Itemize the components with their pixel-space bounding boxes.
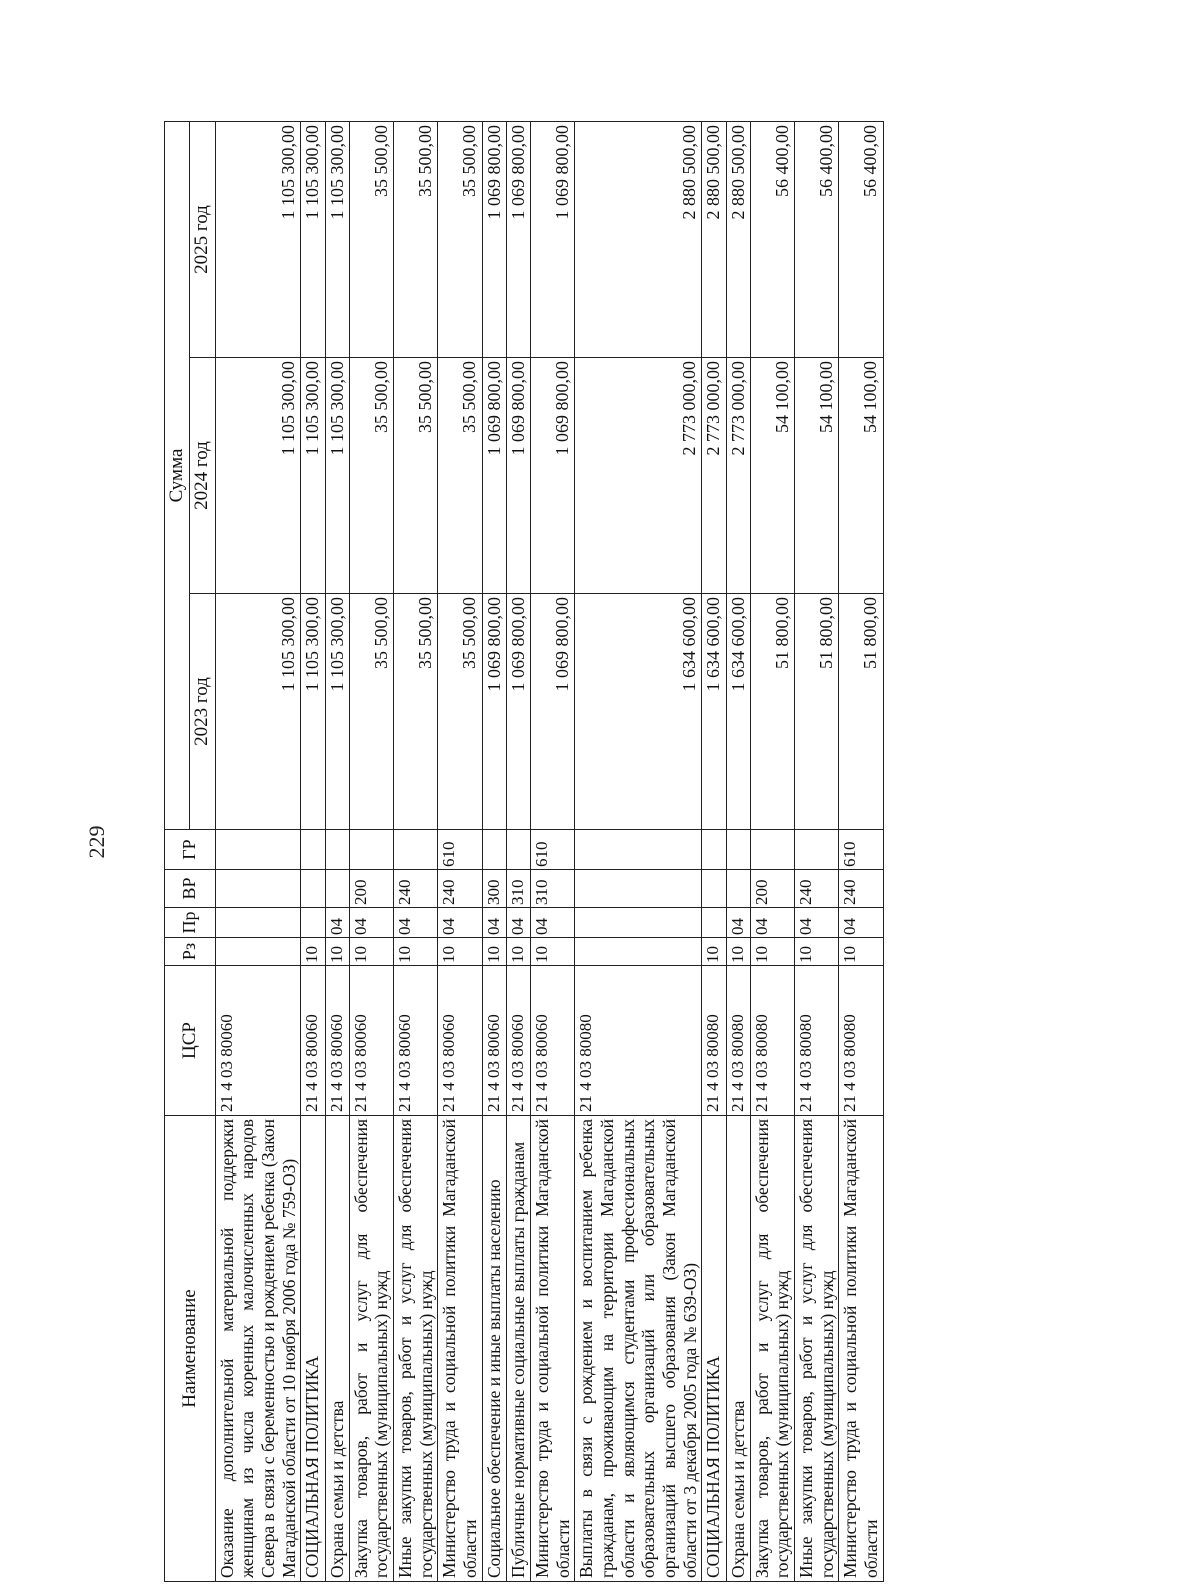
cell-rz: 10: [531, 938, 575, 966]
cell-2025: 1 105 300,00: [215, 121, 301, 357]
cell-2024: 35 500,00: [349, 358, 393, 594]
cell-name: Министерство труда и социальной политики Магаданской области: [438, 1116, 482, 1582]
cell-name: Министерство труда и социальной политики Магаданской области: [531, 1116, 575, 1582]
cell-gr: [506, 830, 530, 870]
cell-csr: 21 4 03 80080: [575, 966, 702, 1116]
header-2024: 2024 год: [190, 358, 215, 594]
cell-csr: 21 4 03 80060: [394, 966, 438, 1116]
cell-name: Оказание дополнительной материальной поддержки женщинам из числа коренных малочисленных народов Севера в связи с беременностью и рождением ребенка (Закон Магаданской области от 10 ноября 2006 года № 759-ОЗ): [215, 1116, 301, 1582]
cell-csr: 21 4 03 80080: [795, 966, 839, 1116]
cell-rz: 10: [325, 938, 349, 966]
cell-pr: [215, 908, 301, 938]
cell-pr: [575, 908, 702, 938]
cell-2023: 1 069 800,00: [506, 594, 530, 830]
cell-rz: 10: [795, 938, 839, 966]
cell-vr: 240: [795, 870, 839, 908]
table-row: [394, 121, 438, 1581]
cell-csr: 21 4 03 80080: [702, 966, 726, 1116]
cell-pr: 04: [795, 908, 839, 938]
cell-2023: 1 105 300,00: [215, 594, 301, 830]
cell-vr: [575, 870, 702, 908]
cell-vr: 240: [394, 870, 438, 908]
cell-vr: 200: [349, 870, 393, 908]
cell-2025: 35 500,00: [438, 121, 482, 357]
cell-vr: 310: [506, 870, 530, 908]
table-row: [301, 121, 325, 1581]
cell-2025: 1 105 300,00: [325, 121, 349, 357]
cell-gr: [482, 830, 506, 870]
cell-pr: [301, 908, 325, 938]
cell-2025: 2 880 500,00: [726, 121, 750, 357]
header-sum: Сумма: [165, 121, 190, 829]
cell-name: Иные закупки товаров, работ и услуг для обеспечения государственных (муниципальных) нужд: [394, 1116, 438, 1582]
cell-csr: 21 4 03 80060: [438, 966, 482, 1116]
header-pr: Пр: [165, 908, 216, 938]
cell-2025: 1 069 800,00: [531, 121, 575, 357]
cell-gr: 610: [438, 830, 482, 870]
cell-2025: 1 069 800,00: [482, 121, 506, 357]
cell-csr: 21 4 03 80060: [506, 966, 530, 1116]
cell-csr: 21 4 03 80080: [839, 966, 883, 1116]
cell-pr: 04: [506, 908, 530, 938]
cell-gr: [750, 830, 794, 870]
page-number: 229: [84, 825, 109, 859]
cell-rz: 10: [438, 938, 482, 966]
header-rz: Рз: [165, 938, 216, 966]
cell-name: СОЦИАЛЬНАЯ ПОЛИТИКА: [702, 1116, 726, 1582]
cell-rz: 10: [839, 938, 883, 966]
table-row: [702, 121, 726, 1581]
budget-table: [164, 121, 884, 1582]
cell-csr: 21 4 03 80060: [349, 966, 393, 1116]
cell-name: Министерство труда и социальной политики Магаданской области: [839, 1116, 883, 1582]
cell-2023: 35 500,00: [349, 594, 393, 830]
cell-pr: 04: [349, 908, 393, 938]
table-row: [215, 121, 301, 1581]
table-row: [349, 121, 393, 1581]
table-body: [215, 121, 883, 1581]
cell-2023: 51 800,00: [750, 594, 794, 830]
cell-2025: 1 105 300,00: [301, 121, 325, 357]
cell-2024: 2 773 000,00: [702, 358, 726, 594]
cell-gr: [394, 830, 438, 870]
cell-gr: [349, 830, 393, 870]
cell-rz: 10: [349, 938, 393, 966]
table-row: [482, 121, 506, 1581]
cell-rz: 10: [702, 938, 726, 966]
cell-2025: 56 400,00: [795, 121, 839, 357]
cell-2025: 1 069 800,00: [506, 121, 530, 357]
table-row: [795, 121, 839, 1581]
cell-rz: 10: [482, 938, 506, 966]
cell-2023: 1 105 300,00: [301, 594, 325, 830]
cell-csr: 21 4 03 80060: [301, 966, 325, 1116]
table-row: [506, 121, 530, 1581]
cell-vr: [325, 870, 349, 908]
cell-2023: 51 800,00: [795, 594, 839, 830]
cell-2024: 1 105 300,00: [325, 358, 349, 594]
cell-csr: 21 4 03 80060: [482, 966, 506, 1116]
cell-2024: 1 069 800,00: [506, 358, 530, 594]
cell-pr: 04: [438, 908, 482, 938]
cell-rz: 10: [726, 938, 750, 966]
cell-name: Выплаты в связи с рождением и воспитанием ребенка гражданам, проживающим на территории Магаданской области и являющимся студентами профессиональных образовательных организаций или образовательных организаций высшего образования (Закон Магаданской области от 3 декабря 2005 года № 639-ОЗ): [575, 1116, 702, 1582]
cell-gr: [215, 830, 301, 870]
header-2023: 2023 год: [190, 594, 215, 830]
cell-vr: 240: [438, 870, 482, 908]
table-row: [726, 121, 750, 1581]
cell-csr: 21 4 03 80060: [215, 966, 301, 1116]
cell-rz: 10: [301, 938, 325, 966]
header-gr: ГР: [165, 830, 216, 870]
cell-pr: [702, 908, 726, 938]
cell-2023: 35 500,00: [438, 594, 482, 830]
cell-vr: [726, 870, 750, 908]
cell-name: Иные закупки товаров, работ и услуг для обеспечения государственных (муниципальных) нужд: [795, 1116, 839, 1582]
cell-gr: 610: [531, 830, 575, 870]
cell-pr: 04: [325, 908, 349, 938]
cell-name: СОЦИАЛЬНАЯ ПОЛИТИКА: [301, 1116, 325, 1582]
cell-vr: 300: [482, 870, 506, 908]
cell-pr: 04: [726, 908, 750, 938]
cell-rz: 10: [394, 938, 438, 966]
cell-name: Закупка товаров, работ и услуг для обеспечения государственных (муниципальных) нужд: [750, 1116, 794, 1582]
header-2025: 2025 год: [190, 121, 215, 357]
cell-2023: 1 634 600,00: [575, 594, 702, 830]
cell-gr: [795, 830, 839, 870]
cell-rz: 10: [506, 938, 530, 966]
cell-gr: [301, 830, 325, 870]
cell-2024: 1 105 300,00: [215, 358, 301, 594]
cell-gr: [575, 830, 702, 870]
cell-2024: 2 773 000,00: [575, 358, 702, 594]
table-row: [325, 121, 349, 1581]
cell-csr: 21 4 03 80080: [750, 966, 794, 1116]
cell-gr: [702, 830, 726, 870]
cell-name: Закупка товаров, работ и услуг для обеспечения государственных (муниципальных) нужд: [349, 1116, 393, 1582]
cell-pr: 04: [839, 908, 883, 938]
cell-2025: 2 880 500,00: [575, 121, 702, 357]
cell-2024: 1 069 800,00: [482, 358, 506, 594]
cell-2023: 35 500,00: [394, 594, 438, 830]
cell-2024: 1 105 300,00: [301, 358, 325, 594]
cell-csr: 21 4 03 80060: [531, 966, 575, 1116]
cell-2023: 51 800,00: [839, 594, 883, 830]
cell-2023: 1 069 800,00: [482, 594, 506, 830]
cell-2024: 54 100,00: [750, 358, 794, 594]
cell-2024: 35 500,00: [394, 358, 438, 594]
cell-2025: 2 880 500,00: [702, 121, 726, 357]
cell-2024: 2 773 000,00: [726, 358, 750, 594]
cell-gr: [726, 830, 750, 870]
cell-gr: 610: [839, 830, 883, 870]
cell-2025: 35 500,00: [349, 121, 393, 357]
cell-name: Охрана семьи и детства: [726, 1116, 750, 1582]
cell-2025: 56 400,00: [839, 121, 883, 357]
cell-2025: 56 400,00: [750, 121, 794, 357]
header-name: Наименование: [165, 1116, 216, 1582]
cell-vr: 240: [839, 870, 883, 908]
cell-vr: [215, 870, 301, 908]
cell-vr: 310: [531, 870, 575, 908]
cell-vr: 200: [750, 870, 794, 908]
cell-gr: [325, 830, 349, 870]
cell-pr: 04: [531, 908, 575, 938]
cell-2023: 1 105 300,00: [325, 594, 349, 830]
table-row: [531, 121, 575, 1581]
cell-2024: 54 100,00: [795, 358, 839, 594]
cell-vr: [301, 870, 325, 908]
cell-csr: 21 4 03 80060: [325, 966, 349, 1116]
cell-2024: 54 100,00: [839, 358, 883, 594]
cell-csr: 21 4 03 80080: [726, 966, 750, 1116]
cell-2023: 1 634 600,00: [726, 594, 750, 830]
cell-pr: 04: [482, 908, 506, 938]
cell-2023: 1 069 800,00: [531, 594, 575, 830]
cell-2024: 35 500,00: [438, 358, 482, 594]
table-row: [575, 121, 702, 1581]
table-row: [750, 121, 794, 1581]
cell-vr: [702, 870, 726, 908]
cell-rz: 10: [750, 938, 794, 966]
cell-rz: [215, 938, 301, 966]
cell-name: Охрана семьи и детства: [325, 1116, 349, 1582]
table-row: [839, 121, 883, 1581]
cell-name: Социальное обеспечение и иные выплаты населению: [482, 1116, 506, 1582]
cell-2024: 1 069 800,00: [531, 358, 575, 594]
header-csr: ЦСР: [165, 966, 216, 1116]
cell-rz: [575, 938, 702, 966]
cell-name: Публичные нормативные социальные выплаты гражданам: [506, 1116, 530, 1582]
cell-2025: 35 500,00: [394, 121, 438, 357]
table-row: [438, 121, 482, 1581]
cell-pr: 04: [394, 908, 438, 938]
rotated-table-container: [164, 122, 884, 1582]
table-header: [165, 121, 216, 1581]
header-vr: ВР: [165, 870, 216, 908]
cell-2023: 1 634 600,00: [702, 594, 726, 830]
cell-pr: 04: [750, 908, 794, 938]
